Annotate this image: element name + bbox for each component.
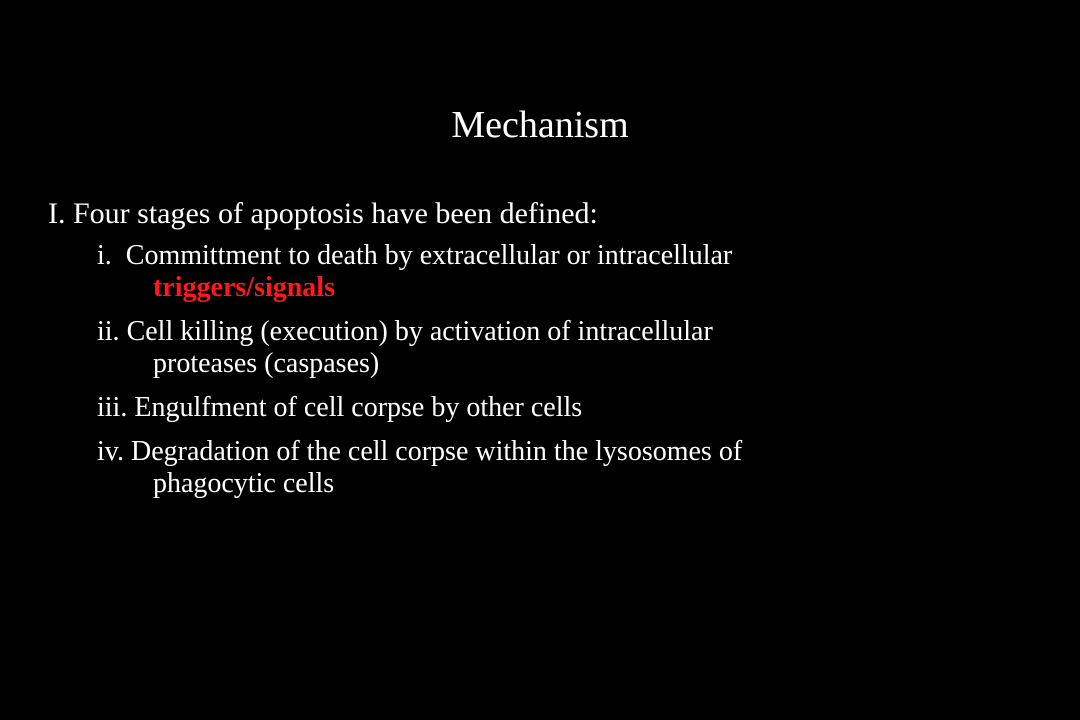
stage-marker: iii. [97,392,128,423]
stage-item-3 [48,392,968,424]
stage-item-2 [48,316,968,380]
stage-item-4 [48,436,968,500]
stage-marker: ii. [97,316,120,347]
stage-text: Engulfment of cell corpse by other cells [134,392,583,423]
stage-marker: i. [97,240,112,271]
stage-marker: iv. [97,436,124,467]
slide-title: Mechanism [451,104,629,146]
intro-text: I. Four stages of apoptosis have been defined: [48,197,598,230]
stage-text: Committment to death by extracellular or intracellular [125,240,733,271]
stage-text-continued [153,272,968,304]
stage-item-1 [48,240,968,304]
slide-body [48,196,1048,500]
stage-text: Degradation of the cell corpse within the lysosomes of [130,436,743,467]
stage-text: Cell killing (execution) by activation of intracellular [126,316,713,347]
stage-list [48,240,1048,500]
highlighted-text: triggers/signals [153,272,335,303]
stage-text-continued: phagocytic cells [153,468,335,499]
stage-text-continued: proteases (caspases) [153,348,380,379]
